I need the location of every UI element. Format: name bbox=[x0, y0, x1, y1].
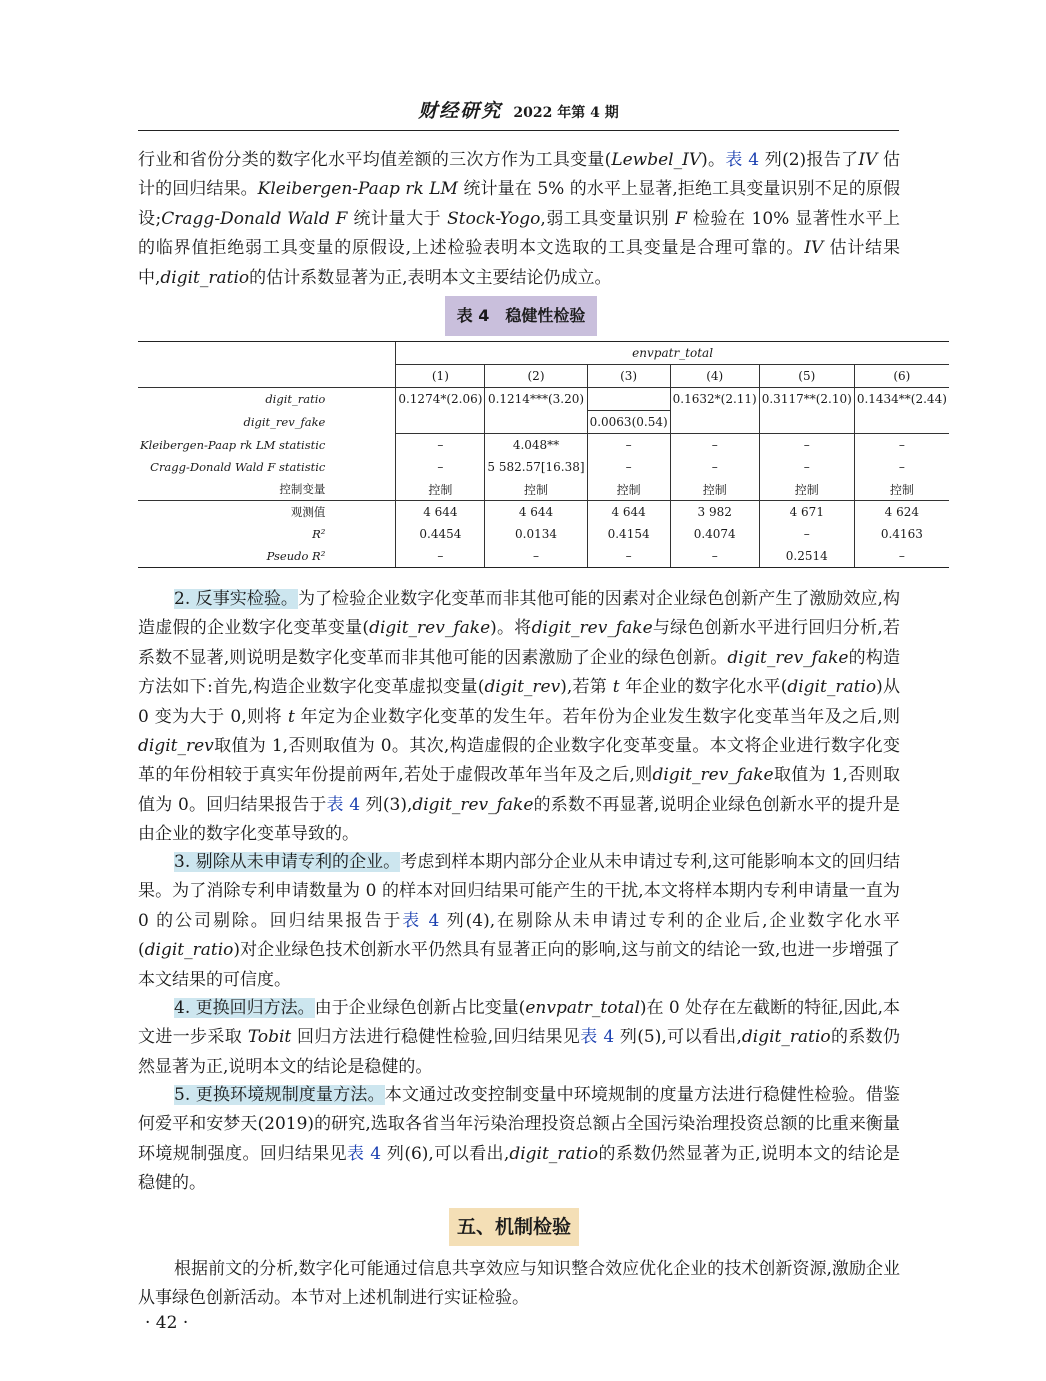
table-cell: 4 644 bbox=[485, 501, 587, 524]
text: 列(5),可以看出, bbox=[614, 1027, 742, 1048]
dependent-variable: envpatr_total bbox=[396, 342, 949, 365]
table-cell bbox=[587, 388, 670, 411]
subsection-heading: 2. 反事实检验。 bbox=[174, 589, 298, 609]
var: t bbox=[612, 677, 620, 698]
section-heading: 五、机制检验 bbox=[449, 1208, 579, 1246]
table-cell: – bbox=[670, 545, 759, 568]
table-row bbox=[138, 501, 949, 524]
table-row bbox=[138, 523, 949, 545]
table-row bbox=[138, 545, 949, 568]
text: 估计的回归结果。 bbox=[138, 150, 901, 200]
var: Stock-Yogo bbox=[447, 208, 541, 229]
table-cell: – bbox=[759, 434, 854, 457]
text: 的系数不再显著,说明企业绿色创新水平的提升是由企业的数字化变革导致的。 bbox=[138, 794, 900, 845]
var: digit_rev bbox=[484, 677, 561, 698]
var: digit_rev_fake bbox=[369, 618, 491, 639]
table-cell: – bbox=[670, 456, 759, 478]
table-cell: – bbox=[396, 434, 485, 457]
table-cell: 0.1632*(2.11) bbox=[670, 388, 759, 411]
table-cell: 4 644 bbox=[587, 501, 670, 524]
var: IV bbox=[804, 238, 824, 259]
table-cell: 0.1274*(2.06) bbox=[396, 388, 485, 411]
table-ref-link[interactable]: 表 4 bbox=[347, 1143, 382, 1164]
row-label: digit_rev_fake bbox=[243, 415, 326, 429]
text: )。 bbox=[701, 150, 726, 170]
var: digit_ratio bbox=[741, 1027, 831, 1048]
text: 的系数仍然显著为正,说明本文的结论是稳健的。 bbox=[138, 1027, 901, 1077]
table-cell: 控制 bbox=[485, 478, 587, 501]
text: )在 0 处存在左截断的特征,因此,本文进一步采取 bbox=[138, 998, 900, 1048]
paragraph-exclude-firms bbox=[138, 848, 900, 995]
table-row bbox=[138, 388, 949, 411]
table-row bbox=[138, 434, 949, 457]
var: Tobit bbox=[247, 1027, 292, 1048]
text: 年企业的数字化水平( bbox=[619, 677, 788, 698]
text: 估计结果中, bbox=[138, 238, 901, 288]
paragraph-regression-method bbox=[138, 994, 900, 1082]
subsection-heading: 3. 剔除从未申请专利的企业。 bbox=[174, 852, 401, 872]
table-cell: 4.048** bbox=[485, 434, 587, 457]
table-header-row bbox=[138, 342, 949, 365]
table-cell: 0.4163 bbox=[854, 523, 949, 545]
page-number: · 42 · bbox=[145, 1313, 189, 1333]
text: 列(6),可以看出, bbox=[381, 1143, 510, 1164]
table-cell: – bbox=[396, 545, 485, 568]
table-cell: 0.0134 bbox=[485, 523, 587, 545]
var: digit_rev_fake bbox=[727, 647, 849, 668]
text: 行业和省份分类的数字化水平均值差额的三次方作为工具变量( bbox=[138, 150, 612, 170]
table-row bbox=[138, 478, 949, 501]
var: digit_ratio bbox=[160, 267, 250, 288]
table-cell bbox=[485, 411, 587, 434]
table-row bbox=[138, 456, 949, 478]
var: Cragg-Donald Wald F bbox=[161, 208, 348, 229]
subsection-heading: 4. 更换回归方法。 bbox=[174, 998, 315, 1018]
table-cell: – bbox=[759, 523, 854, 545]
text: 的系数仍然显著为正,说明本文的结论是稳健的。 bbox=[138, 1143, 901, 1194]
table-cell: 控制 bbox=[670, 478, 759, 501]
table-cell: 5 582.57[16.38] bbox=[485, 456, 587, 478]
table-cell: – bbox=[485, 545, 587, 568]
table-cell: 0.1434**(2.44) bbox=[854, 388, 949, 411]
var: Kleibergen-Paap rk LM bbox=[257, 179, 458, 200]
column-header: (2) bbox=[485, 365, 587, 388]
table-cell: 0.0063(0.54) bbox=[587, 411, 670, 434]
issue-label: 2022 年第 4 期 bbox=[513, 105, 619, 121]
var: F bbox=[675, 208, 687, 229]
table-cell: 控制 bbox=[759, 478, 854, 501]
robustness-table bbox=[138, 341, 949, 568]
table-cell: – bbox=[587, 545, 670, 568]
table-cell: 4 624 bbox=[854, 501, 949, 524]
running-header bbox=[138, 96, 899, 131]
text: 为了检验企业数字化变革而非其他可能的因素对企业绿色创新产生了激励效应,构造虚假的企业数字化变革变量( bbox=[138, 589, 900, 639]
table-cell: 0.4154 bbox=[587, 523, 670, 545]
text: 检验在 10% 显著性水平上的临界值拒绝弱工具变量的原假设,上述检验表明本文选取的工具变量是合理可靠的。 bbox=[138, 208, 900, 259]
var: digit_ratio bbox=[144, 940, 234, 961]
row-label: R² bbox=[312, 527, 326, 541]
table-ref-link[interactable]: 表 4 bbox=[326, 794, 361, 815]
text: ,弱工具变量识别 bbox=[540, 208, 676, 229]
table-ref-link[interactable]: 表 4 bbox=[402, 910, 440, 931]
text: 根据前文的分析,数字化可能通过信息共享效应与知识整合效应优化企业的技术创新资源,激励企业从事绿色创新活动。本节对上述机制进行实证检验。 bbox=[138, 1259, 900, 1309]
journal-name: 财经研究 bbox=[418, 100, 503, 122]
text: )对企业绿色技术创新水平仍然具有显著正向的影响,这与前文的结论一致,也进一步增强了本文结果的可信度。 bbox=[138, 940, 900, 990]
text: 的构造方法如下:首先,构造企业数字化变革虚拟变量( bbox=[138, 647, 900, 698]
column-header: (5) bbox=[759, 365, 854, 388]
text: 考虑到样本期内部分企业从未申请过专利,这可能影响本文的回归结果。为了消除专利申请数量为 0 的样本对回归结果可能产生的干扰,本文将样本期内专利申请量一直为 0 的公司剔除。回归结果报告于 bbox=[138, 852, 900, 931]
text: 回归方法进行稳健性检验,回归结果见 bbox=[291, 1027, 581, 1048]
text: 列(3), bbox=[360, 794, 413, 815]
text: 由于企业绿色创新占比变量( bbox=[314, 998, 526, 1018]
table-cell bbox=[396, 411, 485, 434]
text: 列(4),在剔除从未申请过专利的企业后,企业数字化水平( bbox=[138, 910, 900, 961]
var: digit_ratio bbox=[509, 1143, 599, 1164]
table-cell: – bbox=[587, 434, 670, 457]
column-header: (3) bbox=[587, 365, 670, 388]
column-header: (4) bbox=[670, 365, 759, 388]
text: ),若第 bbox=[560, 677, 613, 698]
var: t bbox=[287, 706, 295, 727]
var: envpatr_total bbox=[525, 998, 640, 1018]
var: IV bbox=[858, 150, 878, 170]
row-label: Cragg-Donald Wald F statistic bbox=[150, 460, 326, 474]
table-cell: 0.4454 bbox=[396, 523, 485, 545]
table-corner bbox=[138, 342, 396, 365]
table-cell: – bbox=[854, 456, 949, 478]
table-cell: 0.1214***(3.20) bbox=[485, 388, 587, 411]
row-label: 控制变量 bbox=[279, 482, 326, 496]
table-title: 表 4 稳健性检验 bbox=[445, 296, 597, 336]
row-label: digit_ratio bbox=[265, 392, 326, 407]
table-ref-link[interactable]: 表 4 bbox=[580, 1027, 615, 1048]
text: 与绿色创新水平进行回归分析,若系数不显著,则说明是数字化变革而非其他可能的因素激励了企业的绿色创新。 bbox=[138, 618, 901, 668]
table-cell: – bbox=[759, 456, 854, 478]
table-cell: 控制 bbox=[587, 478, 670, 501]
paragraph-counterfactual bbox=[138, 585, 900, 850]
table-cell: 3 982 bbox=[670, 501, 759, 524]
table-cell: 4 671 bbox=[759, 501, 854, 524]
intro-paragraph bbox=[138, 146, 900, 293]
subsection-heading: 5. 更换环境规制度量方法。 bbox=[174, 1085, 385, 1105]
text: 统计量在 5% 的水平上显著,拒绝工具变量识别不足的原假设; bbox=[138, 179, 901, 229]
table-cell: 4 644 bbox=[396, 501, 485, 524]
var: digit_rev_fake bbox=[652, 765, 774, 786]
paragraph-mechanism-intro bbox=[138, 1255, 900, 1314]
table-cell: – bbox=[854, 545, 949, 568]
text: 统计量大于 bbox=[347, 208, 448, 229]
var: digit_rev bbox=[138, 736, 214, 757]
var: digit_rev_fake bbox=[531, 618, 653, 639]
table-cell: – bbox=[396, 456, 485, 478]
var: digit_ratio bbox=[787, 677, 877, 698]
text: 取值为 1,否则取值为 0。回归结果报告于 bbox=[138, 765, 901, 815]
row-label: 观测值 bbox=[138, 501, 396, 524]
table-cell: 0.2514 bbox=[759, 545, 854, 568]
table-cell bbox=[854, 411, 949, 434]
column-header: (6) bbox=[854, 365, 949, 388]
table-cell bbox=[759, 411, 854, 434]
table-row bbox=[138, 411, 949, 434]
column-header: (1) bbox=[396, 365, 485, 388]
table-cell: – bbox=[670, 434, 759, 457]
table-cell: 控制 bbox=[854, 478, 949, 501]
text: 的估计系数显著为正,表明本文主要结论仍成立。 bbox=[249, 267, 612, 288]
text: 本文通过改变控制变量中环境规制的度量方法进行稳健性检验。借鉴何爱平和安梦天(2019)的研究,选取各省当年污染治理投资总额占全国污染治理投资总额的比重来衡量环境规制强度。回归结果见 bbox=[138, 1085, 901, 1164]
row-label: Pseudo R² bbox=[138, 545, 396, 568]
table-cell: 0.4074 bbox=[670, 523, 759, 545]
text: 取值为 1,否则取值为 0。其次,构造虚假的企业数字化变革变量。本文将企业进行数字化变革的年份相较于真实年份提前两年,若处于虚假改革年当年及之后,则 bbox=[138, 736, 900, 786]
var: digit_rev_fake bbox=[412, 794, 534, 815]
table-cell: 0.3117**(2.10) bbox=[759, 388, 854, 411]
text: 列(2)报告了 bbox=[759, 150, 859, 170]
paragraph-env-regulation bbox=[138, 1081, 900, 1199]
text: )。将 bbox=[490, 618, 532, 639]
text: 年定为企业数字化变革的发生年。若年份为企业发生数字化变革当年及之后,则 bbox=[294, 706, 900, 727]
table-corner bbox=[138, 365, 396, 388]
table-ref-link[interactable]: 表 4 bbox=[725, 150, 760, 170]
text: )从 0 变为大于 0,则将 bbox=[138, 677, 900, 727]
table-cell bbox=[670, 411, 759, 434]
table-cell: 控制 bbox=[396, 478, 485, 501]
table-column-row bbox=[138, 365, 949, 388]
table-cell: – bbox=[854, 434, 949, 457]
table-cell: – bbox=[587, 456, 670, 478]
var: Lewbel_IV bbox=[611, 150, 702, 170]
row-label: Kleibergen-Paap rk LM statistic bbox=[140, 437, 326, 452]
